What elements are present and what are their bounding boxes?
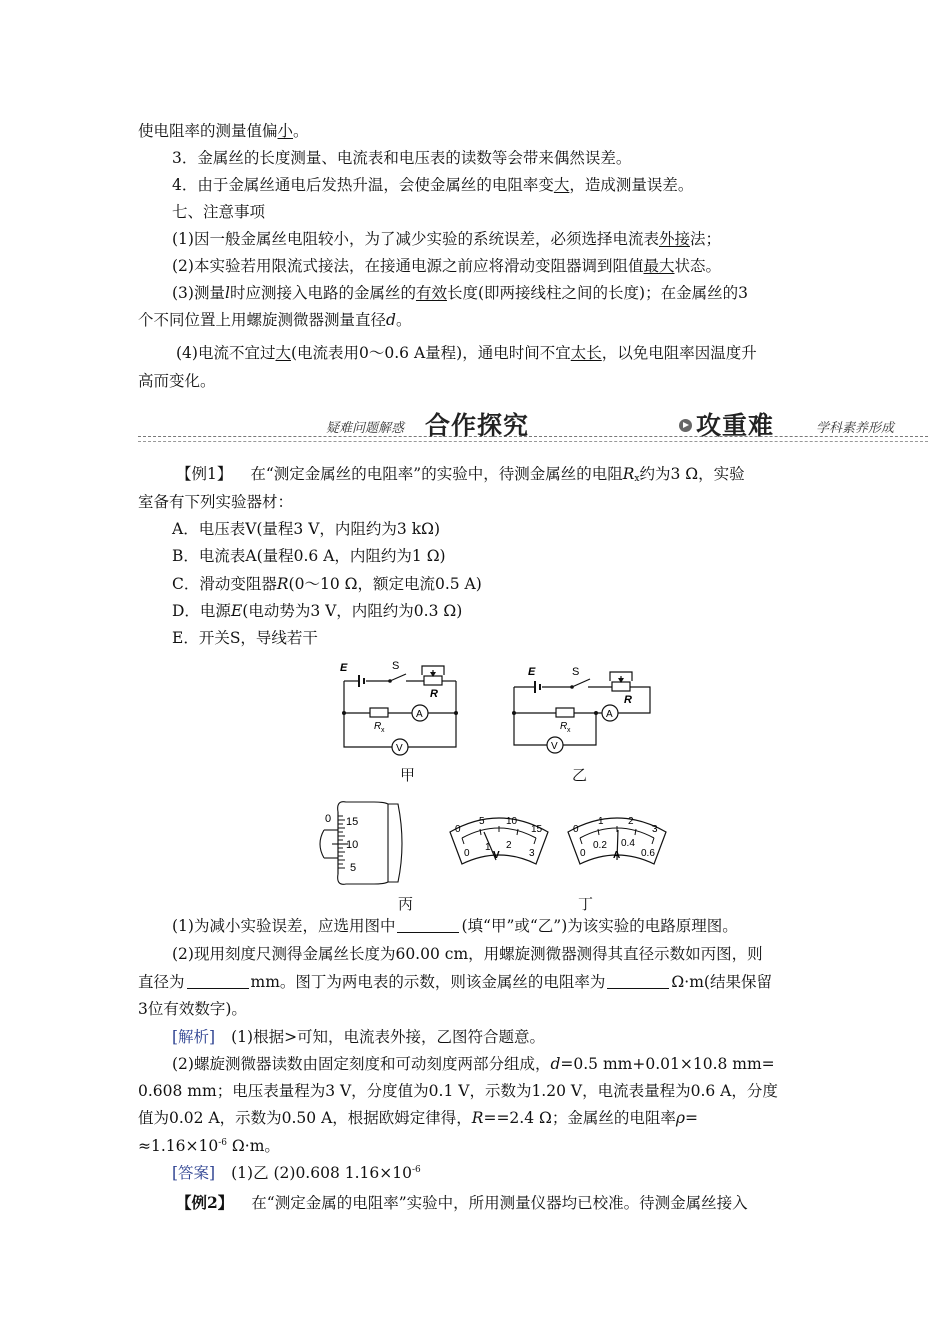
circuit-yi-diagram: [500, 657, 660, 757]
circuit-jia-diagram: [330, 657, 470, 757]
analysis-5: $\approx 1.16\times 10^{-6}$ Ω·m。: [138, 1137, 280, 1155]
question-2: (2)现用刻度尺测得金属丝长度为60.00 cm，用螺旋测微器测得其直径示数如丙图，则: [172, 945, 763, 963]
option-a: A．电压表V(量程3 V，内阻约为3 kΩ): [172, 520, 440, 538]
ammeter-outer-0: 0: [573, 824, 579, 835]
voltmeter-symbol: V: [396, 743, 403, 754]
figure-label-yi: 乙: [572, 766, 588, 784]
example-1-question: 【例1】 在“测定金属丝的电阻率”的实验中，待测金属丝的电阻$R_x$约为3 Ω，实验: [176, 465, 745, 484]
voltmeter-inner-3: 3: [529, 848, 535, 859]
banner-right-text: 学科素养形成: [816, 421, 895, 436]
voltmeter-symbol: V: [551, 741, 558, 752]
label-rx: R: [374, 721, 382, 732]
micrometer-tick-15: 15: [346, 816, 359, 828]
option-b: B．电流表A(量程0.6 A，内阻约为1 Ω): [172, 547, 446, 565]
ammeter-outer-3: 3: [652, 824, 658, 835]
label-e: E: [528, 666, 536, 678]
micrometer-fixed-zero: 0: [325, 813, 332, 825]
answer-tag: [答案]: [172, 1164, 216, 1182]
label-r: R: [430, 688, 438, 700]
note-1: (1)因一般金属丝电阻较小，为了减少实验的系统误差，必须选择电流表外接法；: [172, 230, 721, 248]
section-banner: [138, 408, 928, 448]
voltmeter-outer-0: 0: [455, 824, 461, 835]
option-d: D．电源E(电动势为3 V，内阻约为0.3 Ω): [172, 602, 463, 620]
label-e: E: [340, 662, 348, 674]
label-rx-sub: x: [567, 727, 571, 734]
ammeter-outer-2: 2: [628, 816, 634, 827]
micrometer-diagram: [312, 798, 412, 888]
voltmeter-outer-10: 10: [506, 816, 518, 827]
ammeter-unit: A: [613, 850, 621, 861]
note-4: (4)电流不宜过大(电流表用0～0.6 A量程)，通电时间不宜太长，以免电阻率因温度升: [176, 344, 757, 362]
banner-title-1: 合作探究: [425, 411, 530, 440]
analysis-2: (2)螺旋测微器读数由固定刻度和可动刻度两部分组成，d=0.5 mm+0.01×10.8 mm=: [172, 1055, 775, 1073]
label-rx-sub: x: [381, 727, 385, 734]
ammeter-symbol: A: [606, 709, 613, 720]
micrometer-tick-10: 10: [346, 839, 359, 851]
ammeter-dial: [562, 810, 672, 868]
figure-label-ding: 丁: [578, 895, 594, 913]
analysis-3: 0.608 mm；电压表量程为3 V，分度值为0.1 V，示数为1.20 V，电流表量程为0.6 A，分度: [138, 1082, 778, 1100]
text-line: 3．金属丝的长度测量、电流表和电压表的读数等会带来偶然误差。: [172, 149, 632, 167]
answer-blank: [397, 918, 459, 933]
option-c: C．滑动变阻器R(0～10 Ω，额定电流0.5 A): [172, 575, 482, 593]
option-e: E．开关S，导线若干: [172, 629, 318, 647]
figure-label-bing: 丙: [398, 895, 414, 913]
section-heading: 七、注意事项: [172, 203, 266, 221]
answer-line: [答案] (1)乙 (2)0.608 $1.16\times 10^{-6}$: [172, 1164, 421, 1182]
analysis-4: 值为0.02 A，示数为0.50 A，根据欧姆定律得，R==2.4 Ω；金属丝的电阻率ρ=: [138, 1109, 698, 1127]
note-3: (3)测量l时应测接入电路的金属丝的有效长度(即两接线柱之间的长度)；在金属丝的3: [172, 284, 748, 302]
text-line: 4．由于金属丝通电后发热升温，会使金属丝的电阻率变大，造成测量误差。: [172, 176, 694, 194]
analysis-1: [解析] (1)根据>可知，电流表外接，乙图符合题意。: [172, 1028, 546, 1046]
label-rx: R: [560, 721, 568, 732]
voltmeter-outer-15: 15: [531, 824, 543, 835]
banner-title-2: 攻重难: [696, 411, 775, 440]
voltmeter-outer-5: 5: [479, 816, 485, 827]
example-2-question: 【例2】 在“测定金属的电阻率”实验中，所用测量仪器均已校准。待测金属丝接入: [176, 1193, 748, 1212]
micrometer-tick-5: 5: [350, 862, 357, 874]
arrow-icon: [679, 419, 692, 432]
figure-label-jia: 甲: [400, 766, 416, 784]
note-3-cont: 个不同位置上用螺旋测微器测量直径d。: [138, 311, 412, 329]
banner-divider: [138, 441, 928, 442]
example-1-question-cont: 室备有下列实验器材：: [138, 493, 294, 511]
ammeter-inner-0-4: 0.4: [621, 838, 635, 849]
note-2: (2)本实验若用限流式接法，在接通电源之前应将滑动变阻器调到阻值最大状态。: [172, 257, 721, 275]
ammeter-inner-0: 0: [580, 848, 586, 859]
text-line: 使电阻率的测量值偏小。: [138, 122, 309, 140]
label-s: S: [572, 666, 580, 678]
ammeter-outer-1: 1: [598, 816, 604, 827]
answer-blank: [607, 974, 669, 989]
question-2-cont: 3位有效数字)。: [138, 1000, 247, 1018]
question-1: (1)为减小实验误差，应选用图中 (填“甲”或“乙”)为该实验的电路原理图。: [172, 917, 738, 935]
label-s: S: [392, 660, 400, 672]
voltmeter-dial: [444, 810, 554, 868]
question-2-cont: 直径为 mm。图丁为两电表的示数，则该金属丝的电阻率为 Ω·m(结果保留: [138, 973, 772, 991]
analysis-tag: [解析]: [172, 1028, 216, 1046]
ammeter-inner-0-2: 0.2: [593, 840, 607, 851]
ammeter-inner-0-6: 0.6: [641, 848, 655, 859]
answer-blank: [187, 974, 249, 989]
voltmeter-inner-0: 0: [464, 848, 470, 859]
ammeter-symbol: A: [416, 709, 423, 720]
voltmeter-unit: V: [493, 850, 500, 861]
voltmeter-inner-2: 2: [506, 840, 512, 851]
banner-divider: [138, 436, 928, 437]
voltmeter-inner-1: 1: [485, 842, 491, 853]
banner-left-text: 疑难问题解惑: [326, 421, 405, 436]
note-4-cont: 高而变化。: [138, 372, 216, 390]
label-r: R: [624, 694, 632, 706]
